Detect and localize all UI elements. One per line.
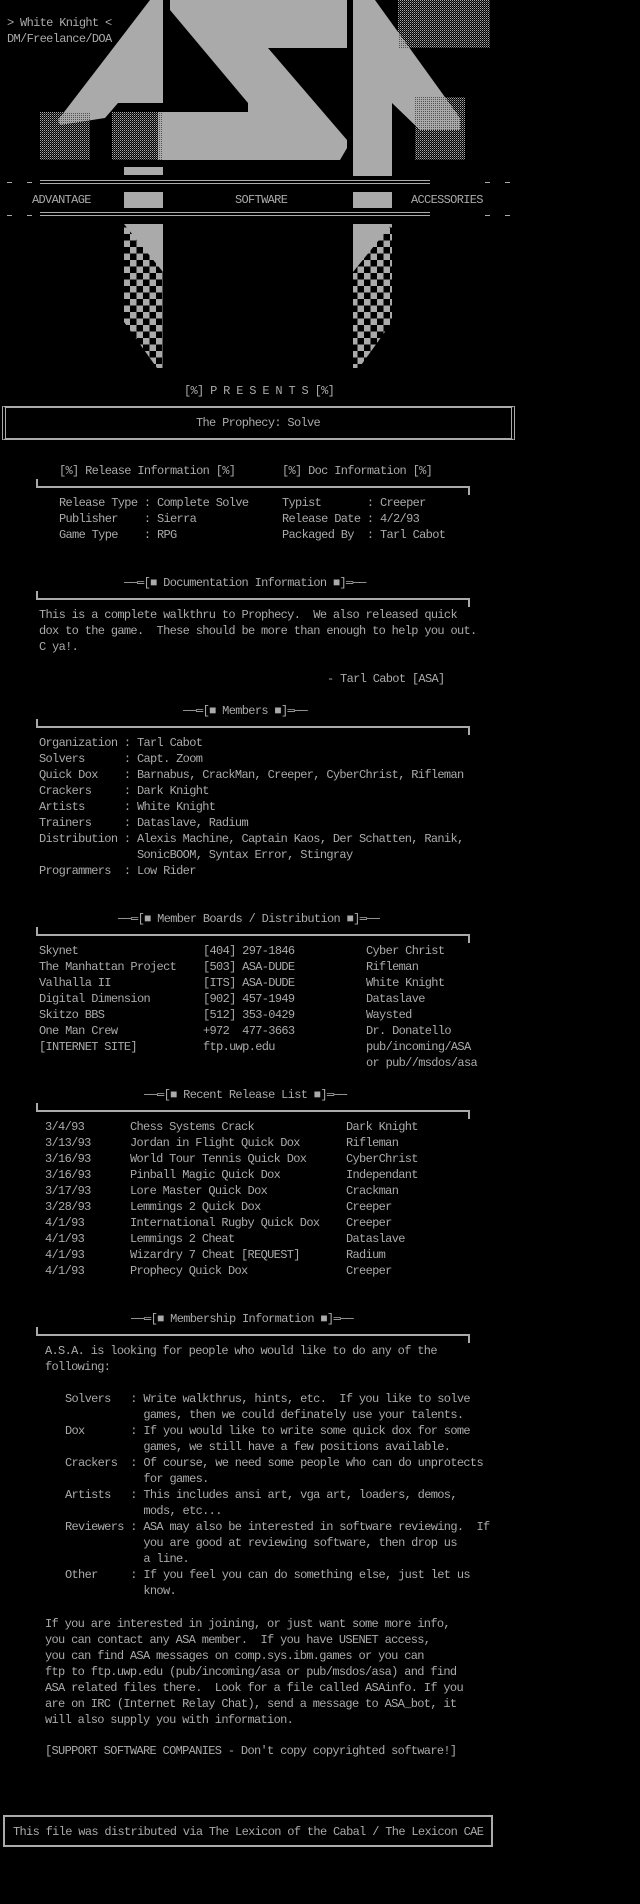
board-sysop: Cyber Christ: [366, 944, 445, 958]
release-date: 4/1/93: [45, 1232, 85, 1246]
release-title-cell: International Rugby Quick Dox: [130, 1216, 320, 1230]
documentation-heading: ──═[■ Documentation Information ■]═──: [124, 576, 366, 590]
release-title: The Prophecy: Solve: [196, 416, 321, 430]
board-number: +972 477-3663: [203, 1024, 295, 1038]
board-sysop: pub/incoming/ASA: [366, 1040, 471, 1054]
logo-word-software: SOFTWARE: [235, 193, 288, 207]
board-name: [INTERNET SITE]: [39, 1040, 137, 1054]
releases-divider: [36, 1110, 470, 1112]
membership-role: Dox : If you would like to write some quick dox for some: [65, 1424, 470, 1438]
member-row: Organization : Tarl Cabot: [39, 736, 203, 750]
release-title-cell: World Tour Tennis Quick Dox: [130, 1152, 307, 1166]
release-by: Dataslave: [346, 1232, 405, 1246]
board-sysop: or pub//msdos/asa: [366, 1056, 478, 1070]
member-row: Crackers : Dark Knight: [39, 784, 209, 798]
member-row: SonicBOOM, Syntax Error, Stingray: [39, 848, 353, 862]
release-title-cell: Wizardry 7 Cheat [REQUEST]: [130, 1248, 300, 1262]
release-title-cell: Lemmings 2 Cheat: [130, 1232, 235, 1246]
member-row: Quick Dox : Barnabus, CrackMan, Creeper, CyberChrist, Rifleman: [39, 768, 464, 782]
release-by: Independant: [346, 1168, 418, 1182]
membership-role: games, then we could definately use your talents.: [65, 1408, 464, 1422]
boards-heading: ──═[■ Member Boards / Distribution ■]═──: [118, 912, 380, 926]
membership-role: for games.: [65, 1472, 209, 1486]
board-sysop: Dataslave: [366, 992, 425, 1006]
presents-label: [%] P R E S E N T S [%]: [184, 384, 335, 398]
documentation-text: C ya!.: [39, 640, 79, 654]
membership-role: games, we still have a few positions available.: [65, 1440, 451, 1454]
members-heading: ──═[■ Members ■]═──: [183, 704, 308, 718]
doc-info-row: Packaged By : Tarl Cabot: [282, 528, 446, 542]
release-info-row: Publisher : Sierra: [59, 512, 197, 526]
membership-role: Reviewers : ASA may also be interested in software reviewing. If: [65, 1520, 490, 1534]
artist-groups: DM/Freelance/DOA: [7, 32, 112, 46]
release-date: 3/17/93: [45, 1184, 91, 1198]
release-date: 3/28/93: [45, 1200, 91, 1214]
logo-word-advantage: ADVANTAGE: [32, 193, 91, 207]
doc-info-heading: [%] Doc Information [%]: [282, 464, 433, 478]
board-sysop: White Knight: [366, 976, 445, 990]
release-title-cell: Lemmings 2 Quick Dox: [130, 1200, 261, 1214]
membership-intro: following:: [45, 1360, 111, 1374]
membership-contact: ftp to ftp.uwp.edu (pub/incoming/asa or pub/msdos/asa) and find: [45, 1665, 457, 1679]
doc-info-row: Release Date : 4/2/93: [282, 512, 420, 526]
release-title-cell: Jordan in Flight Quick Dox: [130, 1136, 300, 1150]
release-title-cell: Pinball Magic Quick Dox: [130, 1168, 281, 1182]
membership-role: Artists : This includes ansi art, vga art, loaders, demos,: [65, 1488, 457, 1502]
footer-text: This file was distributed via The Lexicon of the Cabal / The Lexicon CAE: [13, 1825, 484, 1839]
logo-pillars: [124, 224, 392, 368]
release-by: Creeper: [346, 1216, 392, 1230]
membership-role: Solvers : Write walkthrus, hints, etc. If you like to solve: [65, 1392, 470, 1406]
release-date: 4/1/93: [45, 1248, 85, 1262]
board-number: [ITS] ASA-DUDE: [203, 976, 295, 990]
doc-info-row: Typist : Creeper: [282, 496, 426, 510]
release-by: Creeper: [346, 1264, 392, 1278]
membership-contact: you can contact any ASA member. If you have USENET access,: [45, 1633, 431, 1647]
member-row: Artists : White Knight: [39, 800, 216, 814]
release-by: CyberChrist: [346, 1152, 418, 1166]
release-info-heading: [%] Release Information [%]: [59, 464, 236, 478]
member-row: Solvers : Capt. Zoom: [39, 752, 203, 766]
membership-role: know.: [65, 1584, 177, 1598]
membership-contact: are on IRC (Internet Relay Chat), send a message to ASA_bot, it: [45, 1697, 457, 1711]
board-name: The Manhattan Project: [39, 960, 177, 974]
release-title-cell: Prophecy Quick Dox: [130, 1264, 248, 1278]
release-info-row: Game Type : RPG: [59, 528, 177, 542]
member-row: Programmers : Low Rider: [39, 864, 196, 878]
boards-divider: [36, 934, 470, 936]
member-row: Trainers : Dataslave, Radium: [39, 816, 248, 830]
membership-heading: ──═[■ Membership Information ■]═──: [131, 1312, 354, 1326]
membership-contact: will also supply you with information.: [45, 1713, 294, 1727]
artist-credit: > White Knight <: [7, 16, 112, 30]
board-name: Skitzo BBS: [39, 1008, 105, 1022]
membership-contact: you can find ASA messages on comp.sys.ibm.games or you can: [45, 1649, 424, 1663]
logo-letter-s: [158, 0, 347, 160]
member-row: Distribution : Alexis Machine, Captain Kaos, Der Schatten, Ranik,: [39, 832, 464, 846]
board-sysop: Rifleman: [366, 960, 419, 974]
board-number: ftp.uwp.edu: [203, 1040, 275, 1054]
membership-role: Crackers : Of course, we need some people who can do unprotects: [65, 1456, 483, 1470]
release-date: 3/13/93: [45, 1136, 91, 1150]
board-number: [404] 297-1846: [203, 944, 295, 958]
release-title-cell: Chess Systems Crack: [130, 1120, 255, 1134]
board-sysop: Dr. Donatello: [366, 1024, 451, 1038]
membership-divider: [36, 1334, 470, 1336]
members-divider: [36, 726, 470, 728]
documentation-text: This is a complete walkthru to Prophecy. We also released quick: [39, 608, 457, 622]
release-by: Dark Knight: [346, 1120, 418, 1134]
documentation-text: dox to the game. These should be more than enough to help you out.: [39, 624, 477, 638]
membership-contact: If you are interested in joining, or just want some more info,: [45, 1617, 450, 1631]
release-date: 3/16/93: [45, 1152, 91, 1166]
board-number: [902] 457-1949: [203, 992, 295, 1006]
documentation-divider: [36, 598, 470, 600]
membership-contact: ASA related files there. Look for a file called ASAinfo. If you: [45, 1681, 463, 1695]
board-sysop: Waysted: [366, 1008, 412, 1022]
logo-word-accessories: ACCESSORIES: [411, 193, 483, 207]
board-name: One Man Crew: [39, 1024, 118, 1038]
membership-role: a line.: [65, 1552, 190, 1566]
board-name: Digital Dimension: [39, 992, 151, 1006]
membership-role: you are good at reviewing software, then drop us: [65, 1536, 457, 1550]
release-info-divider: [36, 486, 470, 488]
board-number: [503] ASA-DUDE: [203, 960, 295, 974]
release-by: Crackman: [346, 1184, 399, 1198]
board-name: Valhalla II: [39, 976, 111, 990]
board-number: [512] 353-0429: [203, 1008, 295, 1022]
membership-role: Other : If you feel you can do something else, just let us: [65, 1568, 470, 1582]
support-notice: [SUPPORT SOFTWARE COMPANIES - Don't copy copyrighted software!]: [45, 1744, 457, 1758]
release-by: Radium: [346, 1248, 386, 1262]
membership-intro: A.S.A. is looking for people who would like to do any of the: [45, 1344, 437, 1358]
board-name: Skynet: [39, 944, 79, 958]
documentation-signature: - Tarl Cabot [ASA]: [327, 672, 445, 686]
releases-heading: ──═[■ Recent Release List ■]═──: [144, 1088, 347, 1102]
membership-role: mods, etc...: [65, 1504, 222, 1518]
release-title-cell: Lore Master Quick Dox: [130, 1184, 268, 1198]
release-date: 4/1/93: [45, 1264, 85, 1278]
release-by: Creeper: [346, 1200, 392, 1214]
asa-logo: [0, 0, 640, 380]
release-date: 4/1/93: [45, 1216, 85, 1230]
release-info-row: Release Type : Complete Solve: [59, 496, 249, 510]
release-by: Rifleman: [346, 1136, 399, 1150]
release-date: 3/4/93: [45, 1120, 85, 1134]
release-date: 3/16/93: [45, 1168, 91, 1182]
